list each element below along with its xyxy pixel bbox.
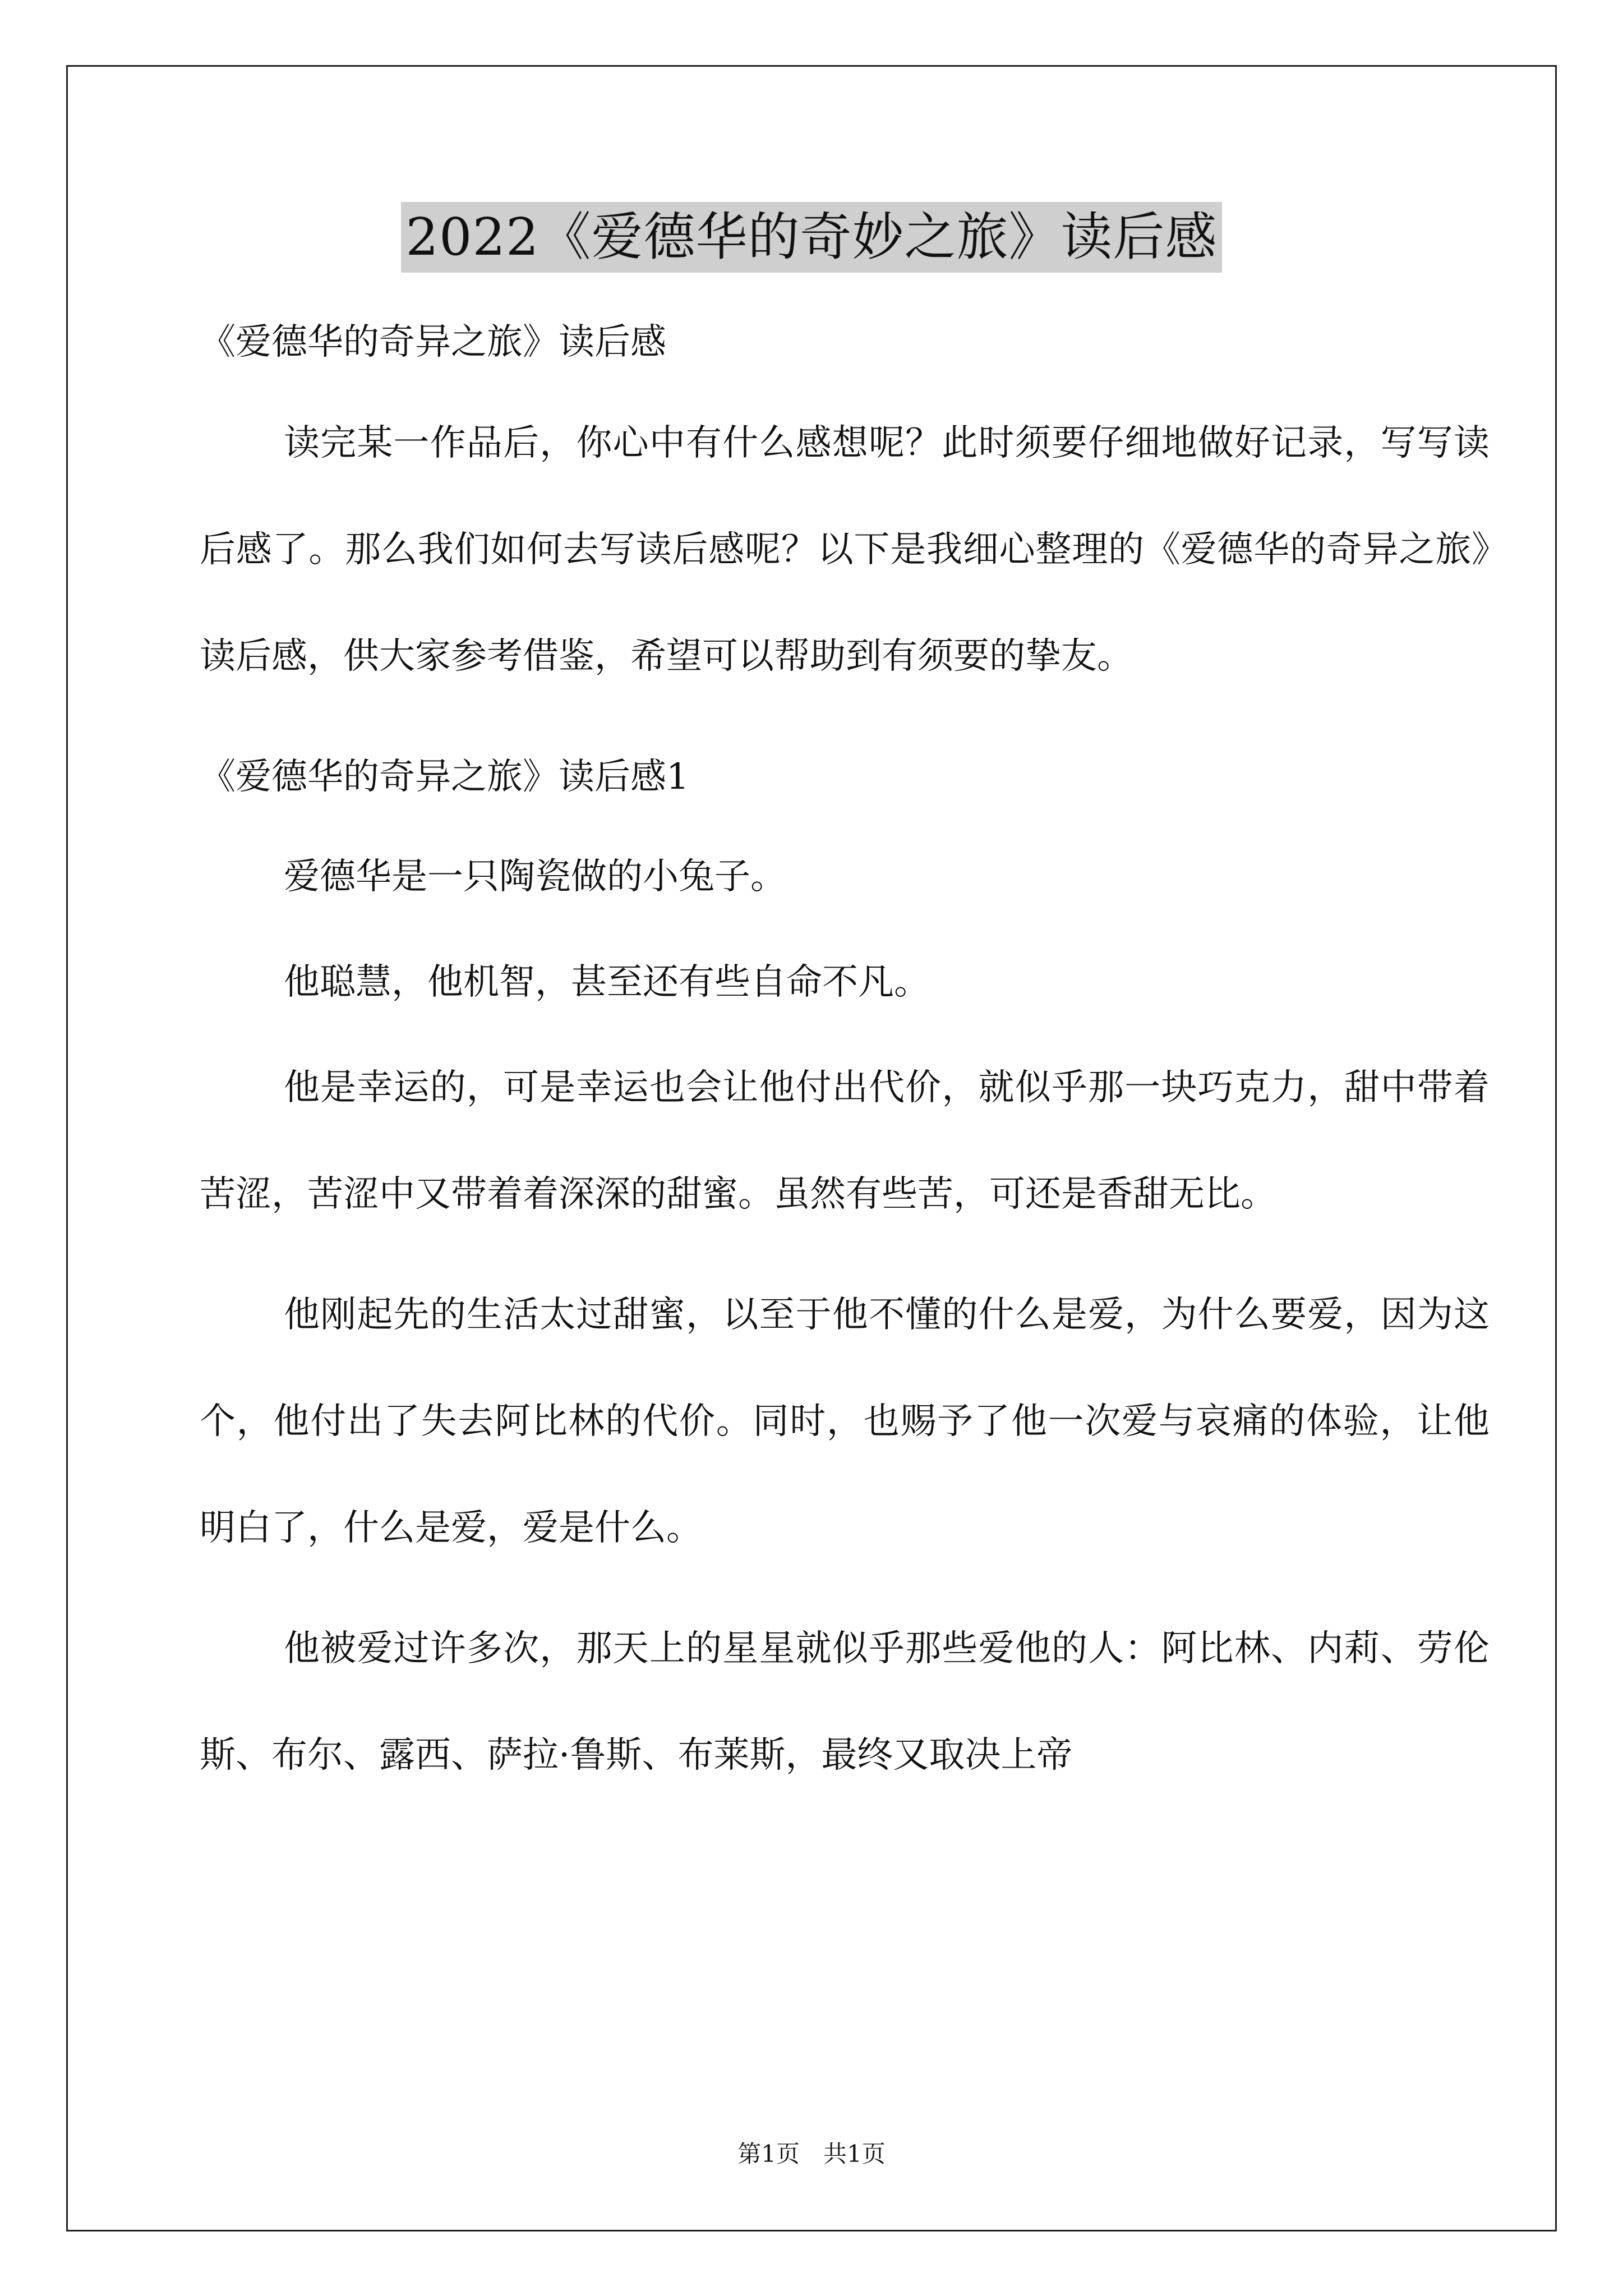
page-number-footer: 第1页 共1页 bbox=[737, 2140, 886, 2168]
body-paragraph: 他是幸运的，可是幸运也会让他付出代价，就似乎那一块巧克力，甜中带着苦涩，苦涩中又带着着深深的甜蜜。虽然有些苦，可还是香甜无比。 bbox=[200, 1067, 1490, 1215]
intro-paragraph: 读完某一作品后，你心中有什么感想呢？此时须要仔细地做好记录，写写读后感了。那么我们如何去写读后感呢？以下是我细心整理的《爱德华的奇异之旅》读后感，供大家参考借鉴，希望可以帮助到有须要的挚友。 bbox=[200, 422, 1490, 677]
body-paragraph: 爱德华是一只陶瓷做的小兔子。 bbox=[284, 856, 786, 898]
intro-heading: 《爱德华的奇异之旅》读后感 bbox=[200, 321, 666, 363]
body-paragraph: 他被爱过许多次，那天上的星星就似乎那些爱他的人：阿比林、内莉、劳伦斯、布尔、露西、萨拉·鲁斯、布莱斯，最终又取决上帝 bbox=[200, 1628, 1490, 1776]
document-body bbox=[200, 314, 1490, 1848]
section-heading-1: 《爱德华的奇异之旅》读后感1 bbox=[200, 756, 689, 798]
document-title: 2022《爱德华的奇妙之旅》读后感 bbox=[401, 202, 1221, 273]
title-container bbox=[0, 202, 1623, 273]
body-paragraph: 他刚起先的生活太过甜蜜，以至于他不懂的什么是爱，为什么要爱，因为这个，他付出了失去阿比林的代价。同时，也赐予了他一次爱与哀痛的体验，让他明白了，什么是爱，爱是什么。 bbox=[200, 1294, 1490, 1549]
body-paragraph: 他聪慧，他机智，甚至还有些自命不凡。 bbox=[284, 961, 930, 1003]
